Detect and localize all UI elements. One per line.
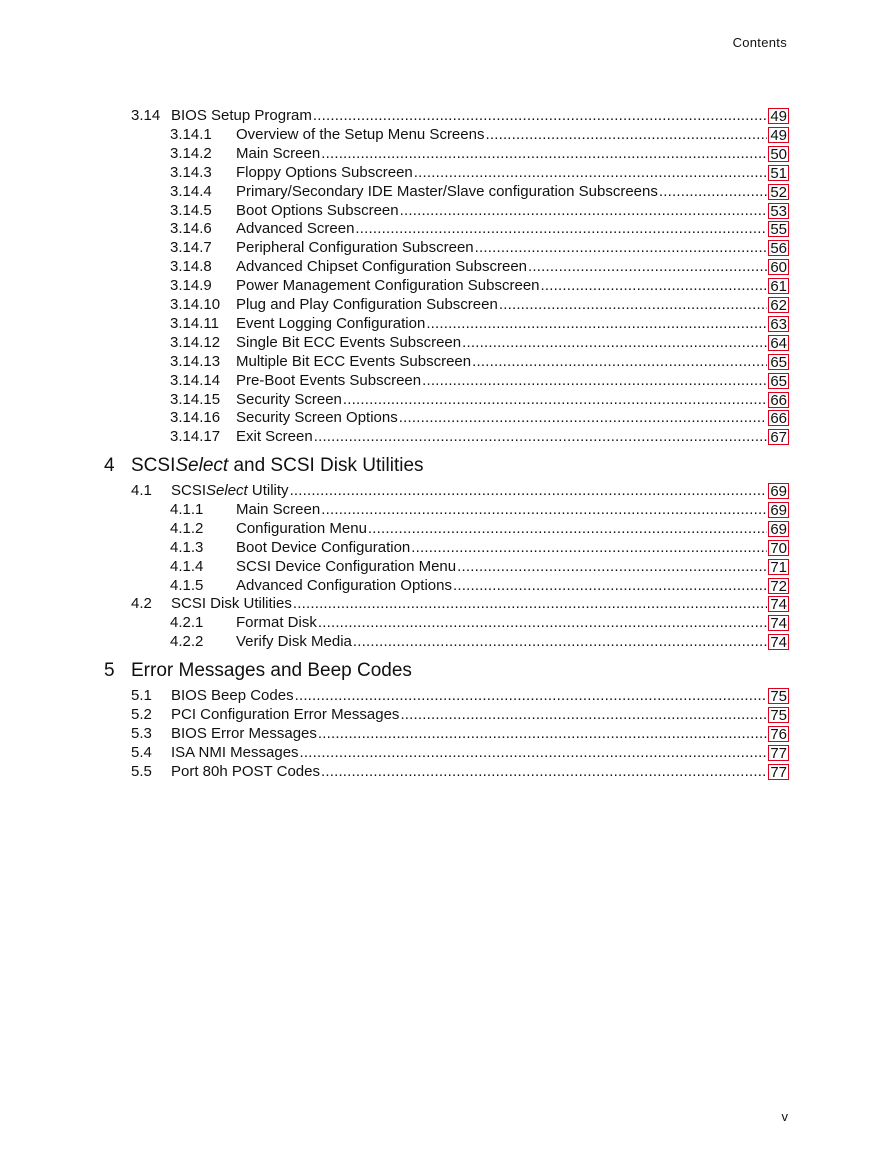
toc-entry-title[interactable]: Single Bit ECC Events Subscreen: [236, 333, 462, 351]
dot-leader: [313, 107, 767, 124]
page-link[interactable]: 77: [770, 763, 787, 781]
page-link[interactable]: 61: [770, 278, 787, 296]
toc-entry-number: 3.14.5: [170, 201, 212, 219]
chapter-title-italic: Select: [175, 455, 229, 476]
dot-leader: [499, 296, 767, 313]
toc-entry-number: 3.14.10: [170, 296, 221, 313]
page-link[interactable]: 64: [770, 334, 787, 352]
toc-entry-number: 5.3: [131, 724, 152, 742]
dot-leader: [293, 595, 767, 612]
chapter-5-heading: [104, 660, 412, 682]
dot-leader: [541, 277, 768, 294]
chapter-number: 4: [104, 455, 115, 476]
dot-leader: [414, 164, 768, 181]
toc-entry[interactable]: [170, 200, 789, 219]
dot-leader: [475, 239, 768, 256]
toc-entry[interactable]: [131, 723, 789, 742]
page-link[interactable]: 49: [770, 126, 787, 144]
page-link[interactable]: 75: [770, 706, 787, 724]
toc-entry-title[interactable]: PCI Configuration Error Messages: [171, 705, 400, 723]
toc-entry-title[interactable]: SCSI Device Configuration Menu: [236, 557, 457, 575]
dot-leader: [321, 145, 767, 162]
page-link[interactable]: 76: [770, 725, 787, 743]
page-link[interactable]: 55: [770, 221, 787, 239]
page-link[interactable]: 60: [770, 259, 787, 277]
page-link[interactable]: 65: [770, 372, 787, 390]
toc-entry[interactable]: [170, 275, 789, 294]
toc-entry[interactable]: [170, 407, 789, 426]
toc-entry-title-prefix: SCSI: [171, 482, 207, 499]
toc-entry-number: 3.14.14: [170, 371, 221, 389]
toc-entry-title[interactable]: Port 80h POST Codes: [171, 762, 320, 780]
page-link[interactable]: 62: [770, 297, 787, 314]
toc-entry-number: 5.5: [131, 762, 152, 780]
page-link[interactable]: 49: [770, 108, 787, 125]
dot-leader: [355, 220, 767, 237]
toc-entry-number: 3.14.11: [170, 314, 219, 332]
dot-leader: [426, 315, 767, 332]
dot-leader: [353, 633, 767, 650]
toc-entry[interactable]: [170, 518, 789, 537]
toc-entry-number: 3.14.4: [170, 182, 212, 200]
page-link[interactable]: 77: [770, 744, 787, 762]
page-link[interactable]: 74: [770, 634, 787, 652]
toc-entry[interactable]: [170, 537, 789, 556]
dot-leader: [485, 126, 767, 143]
dot-leader: [411, 539, 767, 556]
toc-entry-number: 3.14.15: [170, 390, 221, 408]
toc-entry-title[interactable]: Configuration Menu: [236, 519, 367, 537]
page-link[interactable]: 66: [770, 410, 787, 428]
toc-entry-title[interactable]: Power Management Configuration Subscreen: [236, 277, 540, 295]
page-link[interactable]: 74: [770, 615, 787, 633]
page-link[interactable]: 51: [770, 164, 787, 182]
toc-entry-title[interactable]: BIOS Beep Codes: [171, 687, 294, 704]
toc-entry[interactable]: [170, 426, 789, 445]
toc-entry-title[interactable]: ISA NMI Messages: [171, 743, 299, 761]
toc-entry[interactable]: [131, 704, 789, 723]
dot-leader: [453, 577, 767, 594]
toc-entry[interactable]: [170, 631, 789, 650]
page-link[interactable]: 75: [770, 688, 787, 705]
toc-entry-title[interactable]: Advanced Configuration Options: [236, 576, 452, 594]
dot-leader: [295, 687, 768, 704]
toc-entry[interactable]: [170, 294, 789, 313]
toc-entry[interactable]: [131, 742, 789, 761]
toc-entry-title[interactable]: Boot Device Configuration: [236, 538, 411, 556]
page-link[interactable]: 74: [770, 596, 787, 614]
toc-entry[interactable]: [131, 685, 789, 704]
dot-leader: [422, 372, 767, 389]
page-link[interactable]: 50: [770, 145, 787, 163]
toc-entry-title[interactable]: Peripheral Configuration Subscreen: [236, 239, 474, 257]
toc-entry-number: 4.2.1: [170, 614, 204, 632]
page-link[interactable]: 72: [770, 577, 787, 595]
dot-leader: [321, 763, 767, 780]
toc-entry-title[interactable]: SCSI Disk Utilities: [171, 595, 292, 613]
page-link[interactable]: 69: [770, 483, 787, 500]
toc-entry-number: 4.1.5: [170, 576, 204, 594]
toc-entry-number: 3.14.8: [170, 258, 212, 276]
toc-entry[interactable]: [170, 612, 789, 631]
dot-leader: [300, 744, 768, 761]
running-head: Contents: [732, 35, 787, 50]
page-link[interactable]: 66: [770, 391, 787, 409]
dot-leader: [318, 614, 767, 631]
toc-entry[interactable]: [170, 556, 789, 575]
page-link[interactable]: 70: [770, 539, 787, 557]
dot-leader: [399, 409, 768, 426]
dot-leader: [462, 334, 767, 351]
toc-entry-title[interactable]: BIOS Setup Program: [171, 107, 312, 124]
toc-entry[interactable]: [170, 256, 789, 275]
page-link[interactable]: 69: [770, 520, 787, 538]
dot-leader: [400, 202, 768, 219]
toc-entry-number: 4.2.2: [170, 633, 204, 651]
dot-leader: [314, 428, 768, 445]
toc-entry[interactable]: [170, 351, 789, 370]
toc-entry-number: 3.14.9: [170, 277, 212, 295]
page-link[interactable]: 56: [770, 240, 787, 258]
toc-entry-title[interactable]: Event Logging Configuration: [236, 314, 426, 332]
page-link[interactable]: 69: [770, 501, 787, 519]
toc-entry-title[interactable]: Exit Screen: [236, 428, 313, 446]
toc-entry-number: 4.1.4: [170, 557, 204, 575]
toc-entry-title[interactable]: Pre-Boot Events Subscreen: [236, 371, 422, 389]
toc-entry-title-italic: Select: [206, 482, 248, 499]
toc-entry-title[interactable]: Advanced Screen: [236, 220, 355, 238]
toc-entry-number: 3.14.2: [170, 144, 212, 162]
toc-entry-number: 3.14: [131, 107, 161, 124]
toc-entry[interactable]: [170, 313, 789, 332]
page-link[interactable]: 63: [770, 315, 787, 333]
toc-entry[interactable]: [170, 332, 789, 351]
dot-leader: [457, 558, 767, 575]
toc-entry-title[interactable]: Main Screen: [236, 144, 321, 162]
toc-entry-number: 3.14.3: [170, 163, 212, 181]
dot-leader: [290, 482, 768, 499]
toc-entry-number: 5.1: [131, 687, 152, 704]
chapter-title-suffix: and SCSI Disk Utilities: [228, 455, 424, 476]
toc-entry-title[interactable]: BIOS Error Messages: [171, 724, 317, 742]
dot-leader: [343, 391, 767, 408]
toc-entry[interactable]: [170, 143, 789, 162]
toc-entry-title[interactable]: Format Disk: [236, 614, 317, 632]
dot-leader: [321, 501, 767, 518]
toc-entry-title[interactable]: Security Screen: [236, 390, 342, 408]
toc-entry-title[interactable]: Verify Disk Media: [236, 633, 352, 651]
dot-leader: [659, 183, 767, 200]
toc-entry[interactable]: [170, 237, 789, 256]
toc-entry[interactable]: [170, 370, 789, 389]
toc-entry-number: 5.2: [131, 705, 152, 723]
toc-entry[interactable]: [170, 218, 789, 237]
toc-entry-title[interactable]: Overview of the Setup Menu Screens: [236, 125, 485, 143]
toc-entry-number: 3.14.1: [170, 125, 212, 143]
toc-entry-number: 3.14.16: [170, 409, 221, 427]
toc-entry-number: 5.4: [131, 743, 152, 761]
dot-leader: [528, 258, 767, 275]
toc-entry-title[interactable]: Multiple Bit ECC Events Subscreen: [236, 352, 472, 370]
page-link[interactable]: 53: [770, 202, 787, 220]
toc-entry[interactable]: [131, 761, 789, 780]
toc-entry[interactable]: [170, 499, 789, 518]
chapter-number: 5: [104, 660, 115, 681]
dot-leader: [400, 706, 767, 723]
toc-entry-title[interactable]: Plug and Play Configuration Subscreen: [236, 296, 498, 313]
dot-leader: [472, 353, 767, 370]
page-link[interactable]: 67: [770, 429, 787, 447]
toc-entry-number: 4.2: [131, 595, 152, 613]
toc-entry-title[interactable]: Floppy Options Subscreen: [236, 163, 413, 181]
toc-entry-title[interactable]: [171, 482, 289, 499]
page-number: v: [781, 1109, 788, 1124]
toc-entry-title[interactable]: Security Screen Options: [236, 409, 398, 427]
toc-entry-title[interactable]: Advanced Chipset Configuration Subscreen: [236, 258, 528, 276]
toc-entry-number: 3.14.13: [170, 352, 221, 370]
chapter-4-heading: [104, 455, 424, 477]
page-link[interactable]: 65: [770, 353, 787, 371]
toc-entry-number: 4.1.1: [170, 500, 204, 518]
toc-entry-title-suffix: Utility: [247, 482, 289, 499]
toc-entry[interactable]: [170, 575, 789, 594]
toc-entry-title[interactable]: Main Screen: [236, 500, 321, 518]
page-link[interactable]: 71: [770, 558, 787, 576]
toc-entry-number: 3.14.12: [170, 333, 221, 351]
toc-entry-number: 3.14.7: [170, 239, 212, 257]
toc-entry-number: 3.14.17: [170, 428, 221, 446]
toc-entry[interactable]: [170, 181, 789, 200]
toc-entry-number: 4.1.3: [170, 538, 204, 556]
toc-entry-number: 3.14.6: [170, 220, 212, 238]
toc-entry[interactable]: [170, 124, 789, 143]
toc-entry[interactable]: [131, 593, 789, 612]
toc-entry-title[interactable]: Boot Options Subscreen: [236, 201, 399, 219]
toc-entry-title[interactable]: Primary/Secondary IDE Master/Slave configuration Subscreens: [236, 182, 658, 200]
chapter-title-prefix: SCSI: [131, 455, 176, 476]
toc-entry[interactable]: [131, 105, 789, 124]
chapter-title: Error Messages and Beep Codes: [131, 660, 412, 681]
dot-leader: [368, 520, 767, 537]
toc-entry-number: 4.1.2: [170, 519, 204, 537]
toc-entry[interactable]: [170, 162, 789, 181]
page-link[interactable]: 52: [770, 183, 787, 201]
toc-entry-number: 4.1: [131, 482, 152, 499]
dot-leader: [318, 725, 767, 742]
toc-entry[interactable]: [170, 389, 789, 408]
toc-entry[interactable]: [131, 480, 789, 499]
